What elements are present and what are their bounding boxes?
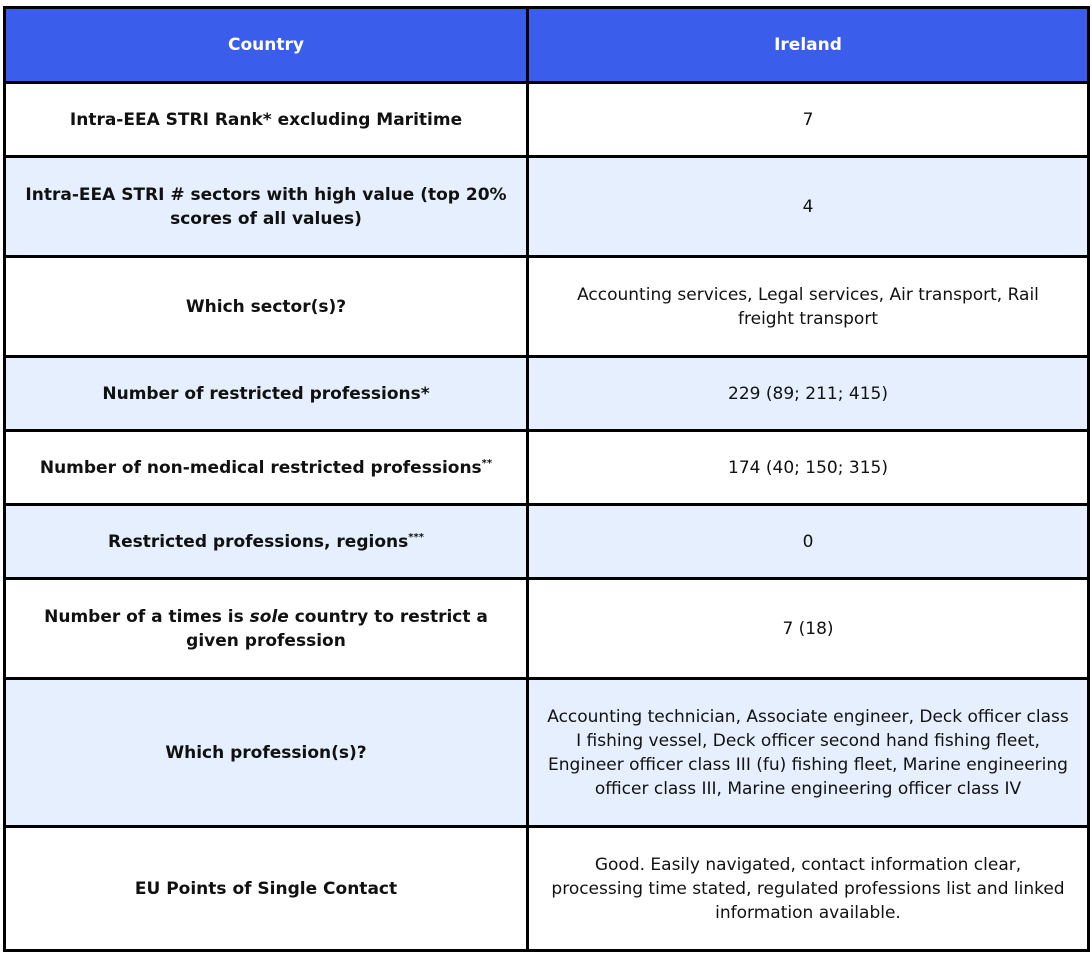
row-value: Good. Easily navigated, contact information clear, processing time stated, regulated professions list and linked information available. xyxy=(528,827,1089,951)
table-row xyxy=(5,357,1089,431)
footnote-marker: ** xyxy=(481,457,493,469)
row-label-before: Number of a times is xyxy=(44,606,250,627)
row-value: 0 xyxy=(528,505,1089,579)
table-row xyxy=(5,579,1089,679)
table-row xyxy=(5,83,1089,157)
row-value: 7 (18) xyxy=(528,579,1089,679)
header-row xyxy=(5,8,1089,83)
row-label: Intra-EEA STRI # sectors with high value (top 20% scores of all values) xyxy=(5,157,528,257)
row-value: 4 xyxy=(528,157,1089,257)
header-ireland: Ireland xyxy=(528,8,1089,83)
row-label: Intra-EEA STRI Rank* excluding Maritime xyxy=(5,83,528,157)
row-label-text: Restricted professions, regions xyxy=(108,531,409,552)
row-value: Accounting technician, Associate engineer, Deck officer class I fishing vessel, Deck officer second hand fishing fleet, Engineer officer class III (fu) fishing fleet, Marine engineering officer class III, Marine engineering officer class IV xyxy=(528,679,1089,827)
row-label: EU Points of Single Contact xyxy=(5,827,528,951)
table-row xyxy=(5,431,1089,505)
table-row xyxy=(5,257,1089,357)
table-row xyxy=(5,827,1089,951)
row-value: 7 xyxy=(528,83,1089,157)
header-country: Country xyxy=(5,8,528,83)
row-label: Which profession(s)? xyxy=(5,679,528,827)
row-label-emphasis: sole xyxy=(249,606,289,627)
row-label xyxy=(5,579,528,679)
table-row xyxy=(5,679,1089,827)
row-label: Which sector(s)? xyxy=(5,257,528,357)
row-value: 174 (40; 150; 315) xyxy=(528,431,1089,505)
row-value: 229 (89; 211; 415) xyxy=(528,357,1089,431)
table-row xyxy=(5,157,1089,257)
row-label-after: country to restrict a given profession xyxy=(186,606,488,651)
comparison-table xyxy=(3,6,1090,952)
row-value: Accounting services, Legal services, Air transport, Rail freight transport xyxy=(528,257,1089,357)
row-label xyxy=(5,431,528,505)
table-row xyxy=(5,505,1089,579)
row-label: Number of restricted professions* xyxy=(5,357,528,431)
row-label-text: Number of non-medical restricted professions xyxy=(39,457,482,478)
footnote-marker: *** xyxy=(408,531,424,543)
row-label xyxy=(5,505,528,579)
